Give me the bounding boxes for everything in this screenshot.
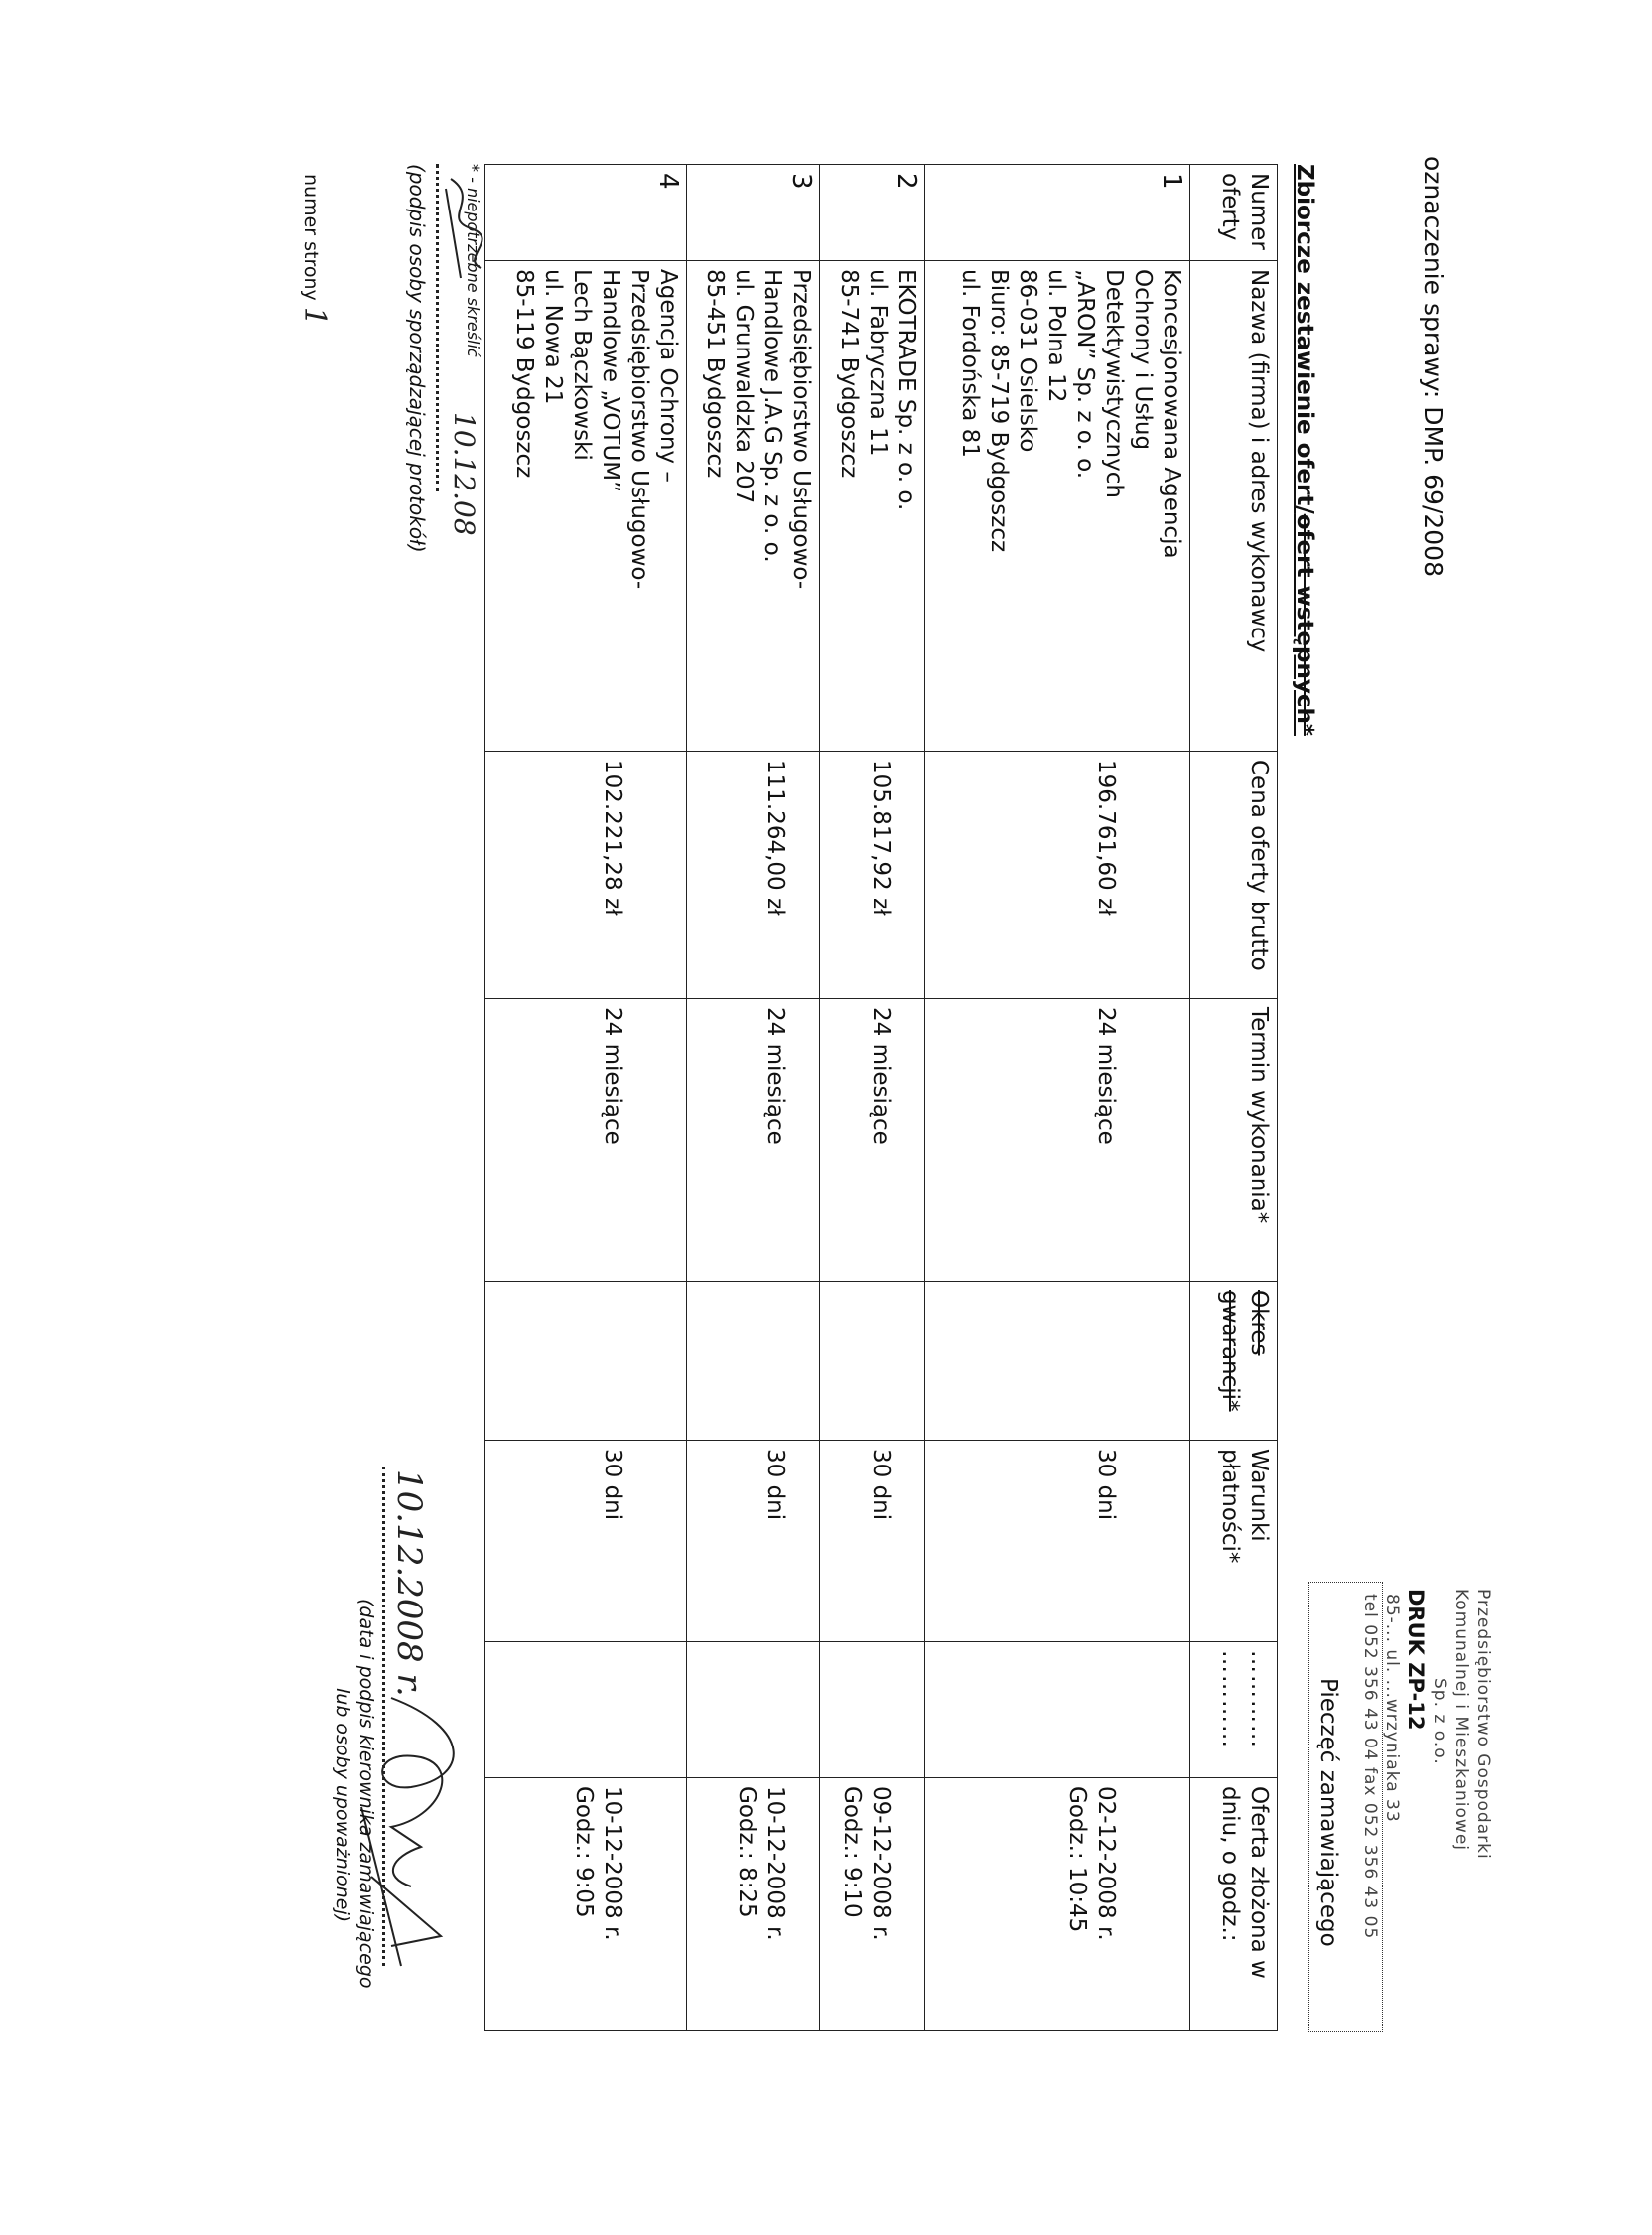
header-payment: Warunki płatności*: [1190, 1441, 1278, 1642]
contractor-line: Przedsiębiorstwo Usługowo-: [626, 269, 652, 590]
submission-datetime: 02-12-2008 r. Godz.: 10:45: [925, 1778, 1190, 2031]
signature-caption-right: (data i podpis kierownika zamawiającego: [355, 1599, 377, 1989]
offer-number: 4: [485, 165, 687, 261]
contractor-line: ul. Fordońska 81: [957, 269, 983, 458]
signature-left: [431, 169, 490, 288]
document-title: [1292, 164, 1317, 736]
offers-table: [484, 164, 1278, 2031]
contractor-line: 85-119 Bydgoszcz: [511, 269, 537, 479]
contractor-line: Handlowe J.A.G Sp. z o. o.: [759, 269, 785, 563]
table-row: [687, 165, 820, 2031]
header-submitted: Oferta złożona w dniu, o godz.:: [1190, 1778, 1278, 2031]
contractor-line: Ochrony i Usług: [1130, 269, 1156, 451]
contractor-line: ul. Nowa 21: [540, 269, 566, 405]
payment-terms: 30 dni: [485, 1441, 687, 1642]
contractor-line: Przedsiębiorstwo Usługowo-: [788, 269, 814, 590]
header-blank: ………… …………: [1190, 1642, 1278, 1778]
blank-cell: [820, 1642, 925, 1778]
header-price: Cena oferty brutto: [1190, 752, 1278, 999]
contractor-name: [485, 261, 687, 752]
contractor-line: Detektywistycznych: [1101, 269, 1127, 498]
payment-terms: 30 dni: [820, 1441, 925, 1642]
payment-terms: 30 dni: [687, 1441, 820, 1642]
offer-price: 111.264,00 zł: [687, 752, 820, 999]
header-name: Nazwa (firma) i adres wykonawcy: [1190, 261, 1278, 752]
completion-term: 24 miesiące: [687, 999, 820, 1282]
blank-cell: [925, 1642, 1190, 1778]
handwritten-date-left: 10.12.08: [448, 412, 481, 536]
header-term: Termin wykonania*: [1190, 999, 1278, 1282]
blank-cell: [485, 1642, 687, 1778]
stamp-label: Pieczęć zamawiającego: [1315, 1678, 1341, 1947]
table-row: [820, 165, 925, 2031]
contractor-name: [687, 261, 820, 752]
title-struck-part: ofert wstępnych*: [1292, 513, 1317, 736]
contractor-line: 85-741 Bydgoszcz: [836, 269, 862, 479]
warranty-period: [820, 1282, 925, 1441]
contractor-name: [820, 261, 925, 752]
header-warranty: Okres gwarancji*: [1190, 1282, 1278, 1441]
header-offer-number: Numer oferty: [1190, 165, 1278, 261]
submission-datetime: 09-12-2008 r. Godz.: 9:10: [820, 1778, 925, 2031]
contractor-line: Biuro: 85-719 Bydgoszcz: [986, 269, 1012, 553]
warranty-period: [687, 1282, 820, 1441]
completion-term: 24 miesiące: [820, 999, 925, 1282]
offer-price: 105.817,92 zł: [820, 752, 925, 999]
warranty-period: [925, 1282, 1190, 1441]
blank-cell: [687, 1642, 820, 1778]
completion-term: 24 miesiące: [925, 999, 1190, 1282]
offer-price: 196.761,60 zł: [925, 752, 1190, 999]
contractor-line: ul. Polna 12: [1043, 269, 1069, 403]
offer-number: 3: [687, 165, 820, 261]
signature-line-left: [436, 164, 439, 491]
contractor-line: Handlowe „VOTUM”: [598, 269, 623, 493]
stamp-line: Przedsiębiorstwo Gospodarki: [1473, 1589, 1493, 1860]
contractor-line: ul. Grunwaldzka 207: [731, 269, 757, 504]
offer-number: 1: [925, 165, 1190, 261]
page-number: numer strony 1: [297, 174, 332, 326]
case-reference: oznaczenie sprawy: DMP. 69/2008: [1419, 156, 1447, 577]
handwritten-date-right: 10.12.2008 r.: [389, 1469, 429, 1697]
submission-datetime: 10-12-2008 r. Godz.: 8:25: [687, 1778, 820, 2031]
table-row: [925, 165, 1190, 2031]
signature-caption-left: (podpis osoby sporządzającej protokół): [405, 164, 429, 553]
warranty-period: [485, 1282, 687, 1441]
contractor-line: Agencja Ochrony –: [655, 269, 681, 483]
contractor-name: [925, 261, 1190, 752]
contractor-line: Koncesjonowana Agencja: [1159, 269, 1184, 559]
contractor-line: 85-451 Bydgoszcz: [702, 269, 728, 479]
stamp-line: Sp. z o.o.: [1430, 1678, 1449, 1765]
offer-number: 2: [820, 165, 925, 261]
payment-terms: 30 dni: [925, 1441, 1190, 1642]
signature-line-right: [382, 1467, 385, 1966]
stamp-line: 85-... ul. ...wrzyniaka 33: [1382, 1594, 1402, 1823]
contractor-line: 86-031 Osielsko: [1015, 269, 1040, 453]
footnote: * - niepotrzebne skreślić: [464, 164, 482, 357]
contractor-line: Lech Bączkowski: [569, 269, 595, 461]
contractor-line: ul. Fabryczna 11: [865, 269, 891, 457]
stamp-line: tel 052 356 43 04 fax 052 356 43 05: [1360, 1594, 1380, 1940]
title-main: Zbiorcze zestawienie ofert/: [1292, 164, 1317, 514]
contractor-line: „ARON” Sp. z o. o.: [1072, 269, 1098, 480]
submission-datetime: 10-12-2008 r. Godz.: 9:05: [485, 1778, 687, 2031]
signature-caption-right-2: lub osoby upoważnionej): [332, 1688, 353, 1923]
offer-price: 102.221,28 zł: [485, 752, 687, 999]
completion-term: 24 miesiące: [485, 999, 687, 1282]
stamp-form-code: DRUK ZP-12: [1404, 1589, 1428, 1731]
stamp-line: Komunalnej i Mieszkaniowej: [1451, 1589, 1471, 1852]
contractor-line: EKOTRADE Sp. z o. o.: [894, 269, 919, 511]
table-header-row: [1190, 165, 1278, 2031]
table-row: [485, 165, 687, 2031]
